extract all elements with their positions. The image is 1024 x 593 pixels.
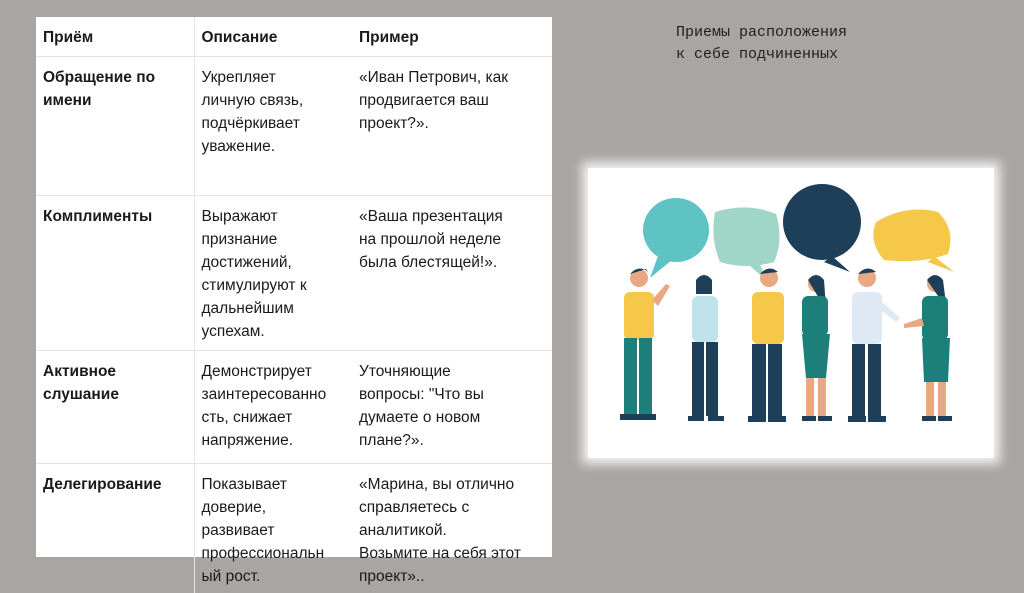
- person-6: [904, 275, 952, 421]
- example-cell: «Марина, вы отлично справляетесь с аналитикой. Возьмите на себя этот проект»..: [352, 464, 552, 593]
- header-technique: Приём: [36, 17, 194, 57]
- person-1: [620, 268, 670, 420]
- techniques-table: [36, 17, 552, 593]
- people-talking-illustration: [588, 168, 994, 458]
- header-example: Пример: [352, 17, 552, 57]
- description-cell: Показывает доверие, развивает профессиональн ый рост.: [194, 464, 352, 593]
- technique-cell: Обращение по имени: [36, 57, 194, 196]
- technique-cell: Активное слушание: [36, 351, 194, 464]
- speech-bubbles: [643, 184, 954, 282]
- person-2: [688, 275, 724, 421]
- slide-title-line-2: к себе подчиненных: [676, 44, 847, 66]
- slide-title-line-1: Приемы расположения: [676, 22, 847, 44]
- person-5: [848, 268, 900, 422]
- techniques-table-card: [36, 17, 552, 557]
- conversation-illustration: [588, 168, 994, 458]
- description-cell: Выражают признание достижений, стимулируют к дальнейшим успехам.: [194, 196, 352, 351]
- speech-bubble-teal: [643, 198, 709, 262]
- slide-title: [676, 22, 847, 66]
- speech-bubble-yellow: [873, 210, 950, 262]
- speech-bubble-mint: [713, 207, 779, 266]
- table-row: [36, 196, 552, 351]
- table-row: [36, 57, 552, 196]
- table-header-row: [36, 17, 552, 57]
- example-cell: «Ваша презентация на прошлой неделе была блестящей!».: [352, 196, 552, 351]
- person-4: [802, 275, 832, 421]
- technique-cell: Делегирование: [36, 464, 194, 593]
- person-3: [748, 268, 786, 422]
- description-cell: Укрепляет личную связь, подчёркивает уважение.: [194, 57, 352, 196]
- example-cell: «Иван Петрович, как продвигается ваш проект?».: [352, 57, 552, 196]
- description-cell: Демонстрирует заинтересованно сть, снижает напряжение.: [194, 351, 352, 464]
- header-description: Описание: [194, 17, 352, 57]
- table-row: [36, 351, 552, 464]
- technique-cell: Комплименты: [36, 196, 194, 351]
- speech-bubble-navy: [783, 184, 861, 260]
- example-cell: Уточняющие вопросы: "Что вы думаете о новом плане?».: [352, 351, 552, 464]
